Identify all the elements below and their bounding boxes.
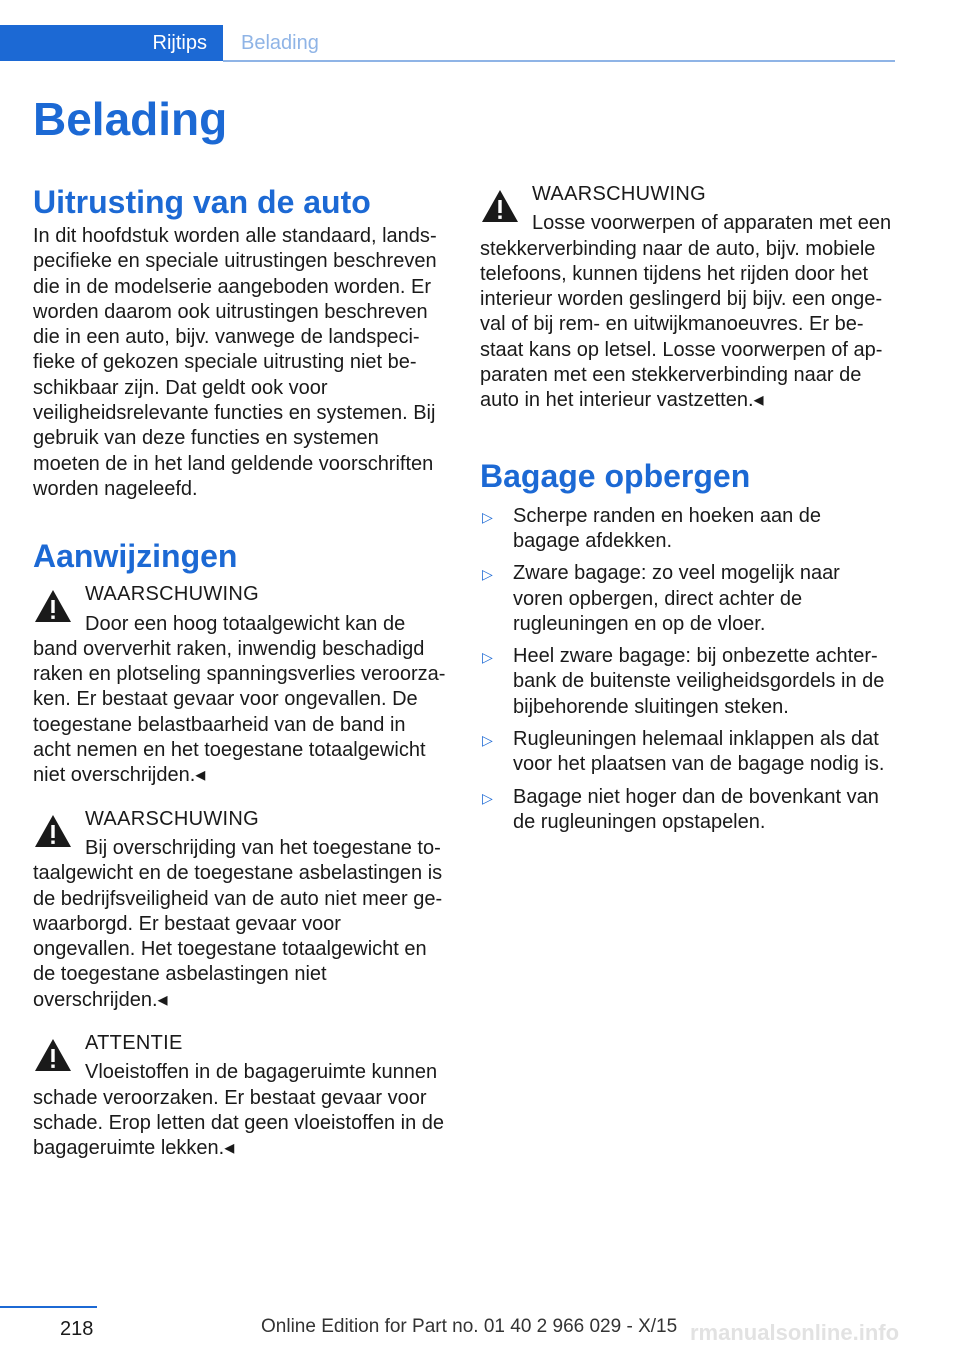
bullet-triangle-icon: ▷ [482, 789, 493, 806]
warning-text: Bij overschrijding van het toegestane totaalgewicht en de toegestane asbelastingen is de bedrijfsveiligheid van de auto niet meer gewaarborgd. Er bestaat gevaar voor ongevallen. Het toegestane totaalgewicht en de toegestane asbelastingen niet overschrijden.◂ [33, 836, 443, 1011]
warning-block [33, 807, 448, 1013]
edition-text: Online Edition for Part no. 01 40 2 966 029 - X/15 [261, 1316, 678, 1337]
section-tab[interactable]: Rijtips [0, 25, 223, 61]
list-item: ▷ Zware bagage: zo veel mogelijk naar voren opbergen, direct achter de rugleuningen en op de vloer. [482, 562, 840, 635]
chapter-tab[interactable]: Belading [241, 32, 319, 54]
right-column [480, 182, 892, 842]
list-item: ▷ Heel zware bagage: bij onbezette achterbank de buitenste veiligheidsgordels in de bijbehorende sluitingen steken. [482, 645, 885, 718]
header-divider [223, 60, 895, 62]
page-title: Belading [33, 93, 228, 145]
bullet-triangle-icon: ▷ [482, 566, 493, 583]
warning-block [480, 182, 892, 414]
list-item: ▷ Rugleuningen helemaal inklappen als dat voor het plaatsen van de bagage nodig is. [482, 728, 885, 776]
watermark: rmanualsonline.info [690, 1320, 900, 1345]
page-number: 218 [60, 1318, 94, 1340]
warning-title: WAARSCHUWING [532, 183, 706, 205]
warning-block [33, 582, 448, 788]
warning-text: Door een hoog totaalgewicht kan de band oververhit raken, inwendig beschadigd raken en plotseling spanningsverlies veroorzaken. Er bestaat gevaar voor ongevallen. De toegestane belastbaarheid van de band in acht nemen en het toegestane totaalgewicht niet overschrijden.◂ [33, 612, 446, 787]
equipment-heading: Uitrusting van de auto [33, 184, 371, 220]
warning-title: WAARSCHUWING [85, 807, 259, 830]
list-item: ▷ Scherpe randen en hoeken aan de bagage afdekken. [482, 504, 822, 552]
attention-text: Vloeistoffen in de bagageruimte kunnen schade veroorzaken. Er bestaat gevaar voor schade. Erop letten dat geen vloeistoffen in de bagageruimte lekken.◂ [33, 1061, 445, 1160]
footer-divider [0, 1306, 97, 1308]
left-column [33, 180, 448, 1162]
attention-block [33, 1031, 448, 1161]
warning-triangle-icon [33, 1037, 73, 1073]
luggage-list [480, 504, 892, 836]
bullet-triangle-icon: ▷ [482, 732, 493, 749]
header-bar [0, 25, 895, 61]
warning-text: Losse voorwerpen of apparaten met een stekkerverbinding naar de auto, bijv. mobiele telefoons, kunnen tijdens het rijden door het interieur worden geslingerd bij bijv. een ongeval of bij rem- en uitwijkmanoeuvres. Er bestaat kans op letsel. Losse voorwerpen of apparaten met een stekkerverbinding naar de auto in het interieur vastzetten.◂ [480, 212, 892, 412]
bullet-triangle-icon: ▷ [482, 508, 493, 525]
luggage-heading: Bagage opbergen [480, 457, 751, 494]
list-item: ▷ Bagage niet hoger dan de bovenkant van de rugleuningen opstapelen. [482, 785, 879, 833]
notes-heading: Aanwijzingen [33, 538, 238, 575]
bullet-triangle-icon: ▷ [482, 649, 493, 666]
warning-triangle-icon [33, 588, 73, 624]
equipment-text: In dit hoofdstuk worden alle standaard, landspecifieke en speciale uitrustingen beschreven die in de modelserie aangeboden worden. Er worden daarom ook uitrustingen beschreven die in een auto, bijv. vanwege de landspecifieke of gekozen speciale uitrusting niet beschikbaar zijn. Dat geldt ook voor veiligheidsrelevante functies en systemen. Bij gebruik van deze functies en systemen moeten de in het land geldende voorschriften worden nageleefd. [33, 225, 437, 500]
warning-triangle-icon [480, 188, 520, 224]
warning-triangle-icon [33, 813, 73, 849]
attention-title: ATTENTIE [85, 1032, 183, 1055]
warning-title: WAARSCHUWING [85, 583, 259, 606]
